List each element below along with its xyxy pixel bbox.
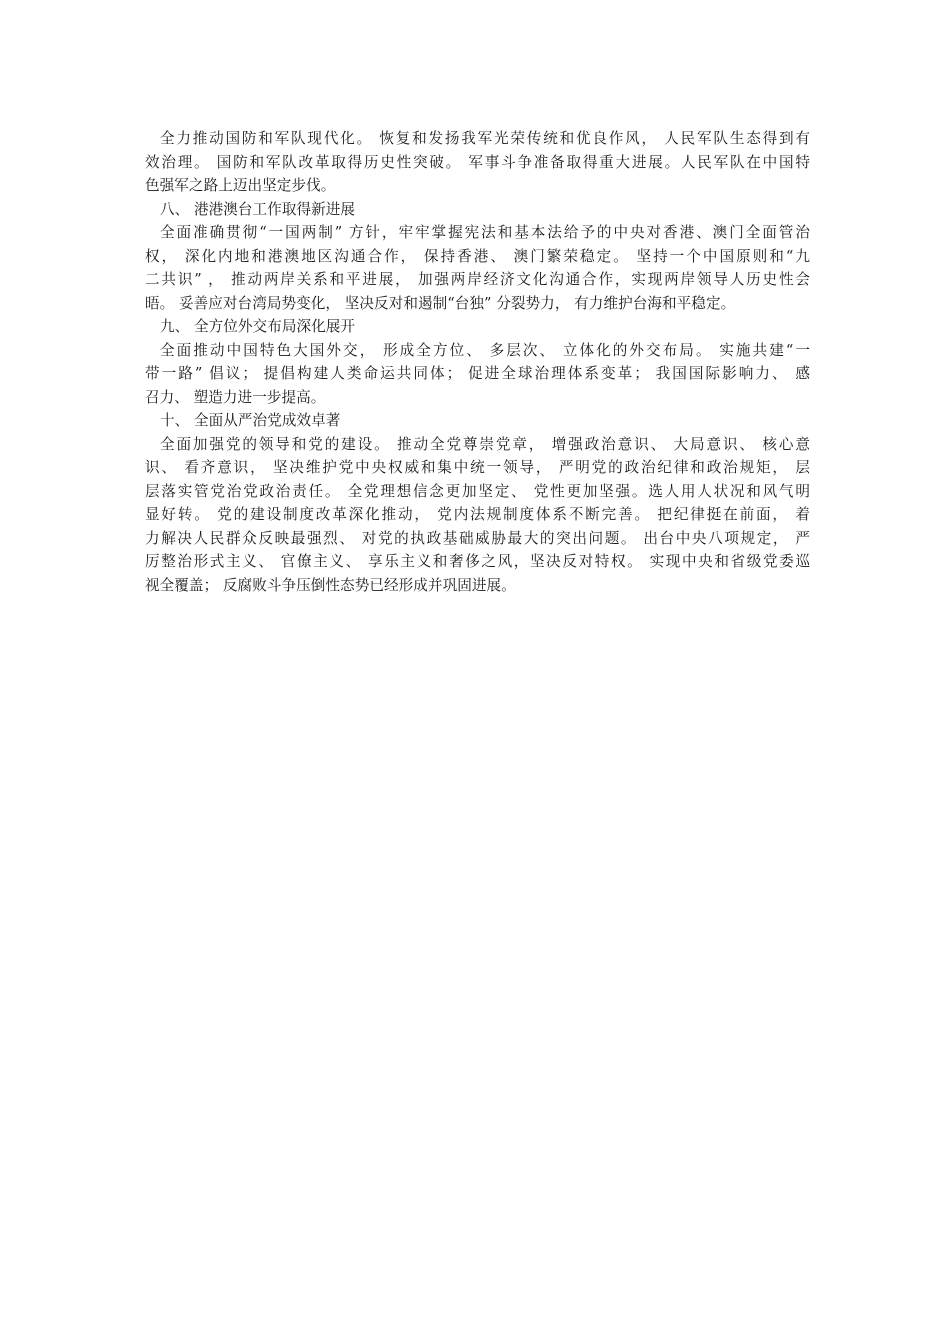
- text-line: 效治理。 国防和军队改革取得历史性突破。 军事斗争准备取得重大进展。人民军队在中国特: [145, 153, 810, 171]
- text-line: 显好转。 党的建设制度改革深化推动， 党内法规制度体系不断完善。 把纪律挺在前面， 着: [145, 506, 810, 523]
- text-line: 全面推动中国特色大国外交， 形成全方位、 多层次、 立体化的外交布局。 实施共建“一: [160, 341, 810, 359]
- text-line: 带一路” 倡议； 提倡构建人类命运共同体； 促进全球治理体系变革； 我国国际影响力、 感: [145, 365, 810, 382]
- paragraph-party-governance: [145, 433, 810, 598]
- paragraph-diplomacy: [145, 339, 810, 410]
- paragraph-military: [145, 127, 810, 198]
- heading-text: 八、 港港澳台工作取得新进展: [160, 200, 356, 218]
- text-line: 权， 深化内地和港澳地区沟通合作， 保持香港、 澳门繁荣稳定。 坚持一个中国原则和“九: [145, 247, 810, 265]
- document-body: [145, 127, 810, 597]
- text-line: 视全覆盖； 反腐败斗争压倒性态势已经形成并巩固进展。: [145, 576, 516, 594]
- text-line: 色强军之路上迈出坚定步伐。: [145, 177, 336, 194]
- section-heading-9: [145, 315, 810, 339]
- text-line: 全力推动国防和军队现代化。 恢复和发扬我军光荣传统和优良作风， 人民军队生态得到有: [160, 130, 810, 147]
- text-line: 二共识” ， 推动两岸关系和平进展， 加强两岸经济文化沟通合作，实现两岸领导人历史性会: [145, 271, 810, 288]
- text-line: 晤。 妥善应对台湾局势变化， 坚决反对和遏制“台独” 分裂势力， 有力维护台海和平稳定。: [145, 294, 736, 312]
- section-heading-8: [145, 198, 810, 222]
- section-heading-10: [145, 409, 810, 433]
- text-line: 全面准确贯彻“一国两制” 方针，牢牢掌握宪法和基本法给予的中央对香港、澳门全面管治: [160, 224, 810, 241]
- paragraph-hk-macau-taiwan: [145, 221, 810, 315]
- text-line: 层落实管党治党政治责任。 全党理想信念更加坚定、 党性更加坚强。选人用人状况和风气明: [145, 482, 810, 500]
- text-line: 召力、 塑造力进一步提高。: [145, 388, 326, 406]
- heading-text: 九、 全方位外交布局深化展开: [160, 318, 356, 335]
- text-line: 力解决人民群众反映最强烈、 对党的执政基础威胁最大的突出问题。 出台中央八项规定， 严: [145, 529, 810, 547]
- text-line: 识、 看齐意识， 坚决维护党中央权威和集中统一领导， 严明党的政治纪律和政治规矩， 层: [145, 459, 810, 476]
- heading-text: 十、 全面从严治党成效卓著: [160, 412, 341, 429]
- text-line: 厉整治形式主义、 官僚主义、 享乐主义和奢侈之风，坚决反对特权。 实现中央和省级党委巡: [145, 553, 810, 570]
- text-line: 全面加强党的领导和党的建设。 推动全党尊崇党章， 增强政治意识、 大局意识、 核心意: [160, 435, 810, 453]
